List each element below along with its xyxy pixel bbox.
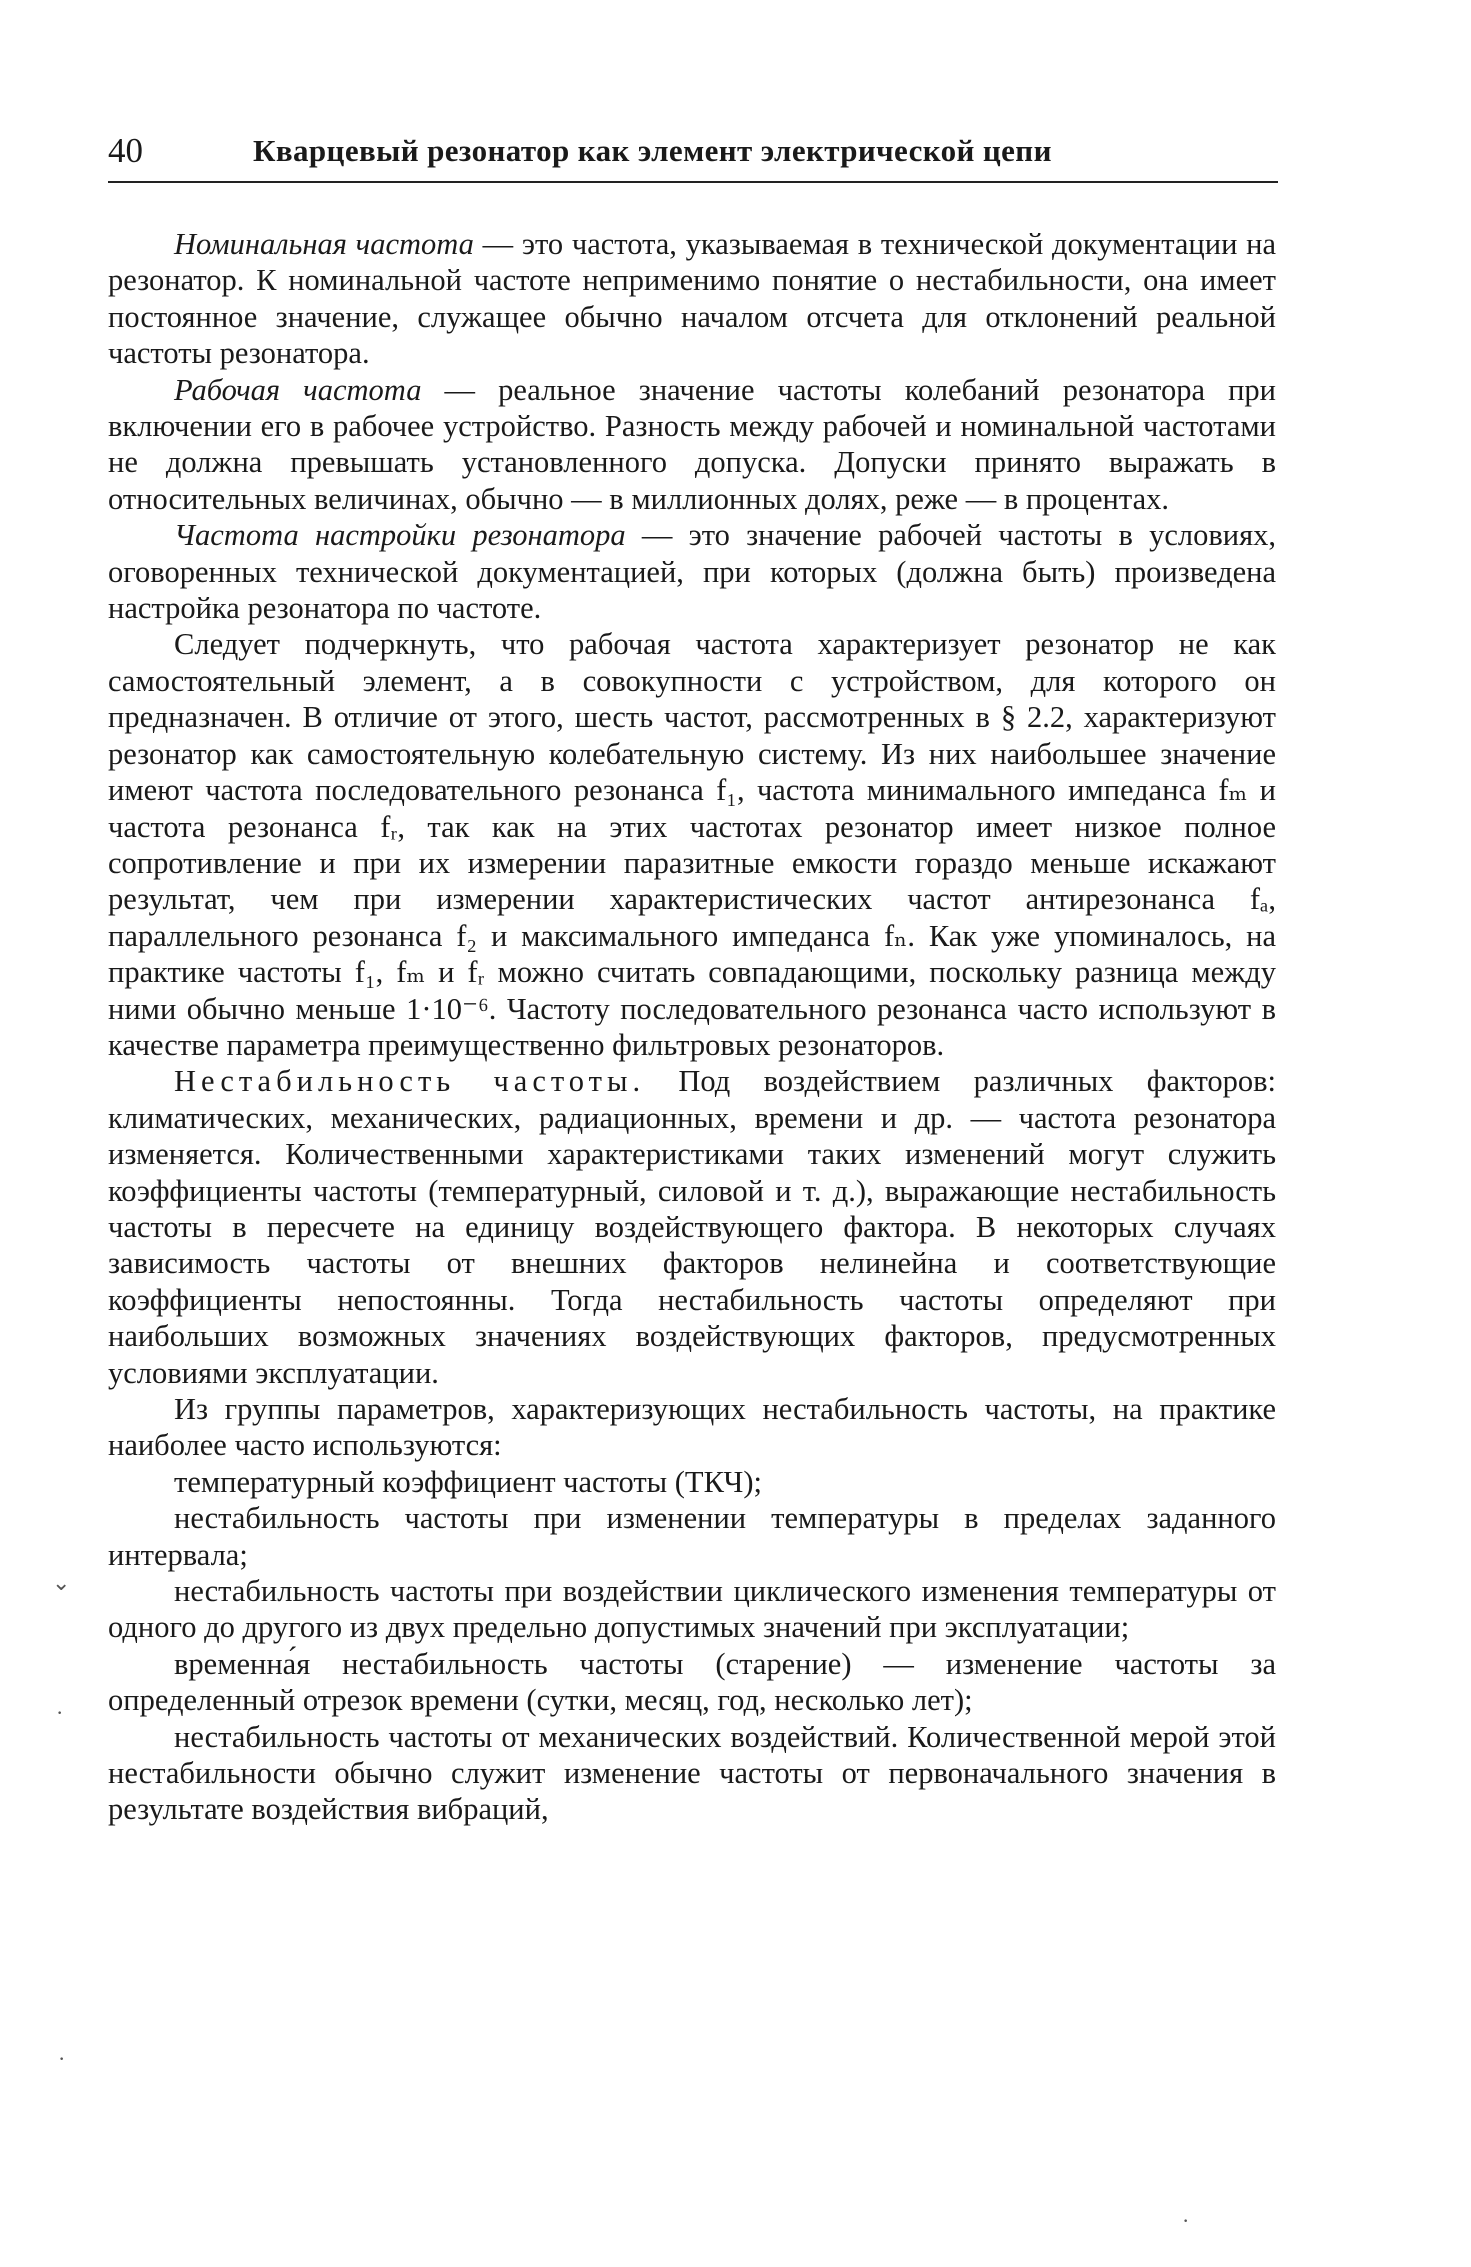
- scan-speck: ⌄: [52, 1570, 71, 1595]
- page-number: 40: [108, 131, 143, 170]
- list-item: температурный коэффициент частоты (ТКЧ);: [174, 1464, 762, 1499]
- running-title: Кварцевый резонатор как элемент электрической цепи: [253, 133, 1052, 168]
- scan-speck: ·: [56, 1700, 64, 1725]
- header-rule: [108, 181, 1278, 183]
- paragraph-text: — это частота, указываемая в технической документации на резонатор. К номинальной частоте неприменимо понятие о нестабильности, она имеет постоянное значение, служащее обычно началом отсчета для отклонений реальной частоты резонатора.: [108, 227, 1276, 371]
- body-text: [108, 226, 1276, 1828]
- list-item: нестабильность частоты от механических воздействий. Количественной мерой этой нестабильности обычно служит изменение частоты от первоначального значения в результате воздействия вибраций,: [108, 1719, 1276, 1827]
- paragraph-text: Под воздействием различных факторов: климатических, механических, радиационных, времени и др. — частота резонатора изменяется. Количественными характеристиками таких изменений могут служить коэффициенты частоты (температурный, силовой и т. д.), выражающие нестабильность частоты в пересчете на единицу воздействующего фактора. В некоторых случаях зависимость частоты от внешних факторов нелинейна и соответствующие коэффициенты непостоянны. Тогда нестабильность частоты определяют при наибольших возможных значениях воздействующих факторов, предусмотренных условиями эксплуатации.: [108, 1064, 1276, 1390]
- paragraph-nominal-frequency: [108, 226, 1276, 372]
- list-item: нестабильность частоты при изменении температуры в пределах заданного интервала;: [108, 1501, 1276, 1572]
- list-item: временна́я нестабильность частоты (старение) — изменение частоты за определенный отрезок времени (сутки, месяц, год, несколько лет);: [108, 1646, 1276, 1718]
- paragraph-text: — это значение рабочей частоты в условиях, оговоренных технической документацией, при которых (должна быть) произведена настройка резонатора по частоте.: [108, 518, 1276, 626]
- scan-speck: ·: [58, 2046, 66, 2071]
- term-frequency-instability: Нестабильность частоты.: [174, 1064, 646, 1099]
- paragraph-parameters-intro: Из группы параметров, характеризующих нестабильность частоты, на практике наиболее часто используются:: [108, 1392, 1276, 1463]
- term-tuning-frequency: Частота настройки резонатора: [174, 518, 626, 553]
- paragraph-text: — реальное значение частоты колебаний резонатора при включении его в рабочее устройство. Разность между рабочей и номинальной частотами не должна превышать установленного допуска. Допуски принято выражать в относительных величинах, обычно — в миллионных долях, реже — в процентах.: [108, 372, 1277, 516]
- list-item: нестабильность частоты при воздействии циклического изменения температуры от одного до другого из двух предельно допустимых значений при эксплуатации;: [108, 1574, 1276, 1645]
- term-nominal-frequency: Номинальная частота: [174, 227, 474, 261]
- scan-speck: ·: [1182, 2208, 1190, 2233]
- paragraph-instability: [108, 1063, 1276, 1391]
- term-working-frequency: Рабочая частота: [174, 372, 422, 407]
- paragraph-tuning-frequency: [108, 517, 1276, 626]
- paragraph-working-frequency: [108, 372, 1276, 518]
- page-header: [108, 126, 1278, 176]
- paragraph-emphasis: Следует подчеркнуть, что рабочая частота характеризует резонатор не как самостоятельный элемент, а в совокупности с устройством, для которого он предназначен. В отличие от этого, шесть частот, рассмотренных в § 2.2, характеризуют резонатор как самостоятельную колебательную систему. Из них наибольшее значение имеют частота последовательного резонанса f₁, частота минимального импеданса fₘ и частота резонанса fᵣ, так как на этих частотах резонатор имеет низкое полное сопротивление и при их измерении паразитные емкости гораздо меньше искажают результат, чем при измерении характеристических частот антирезонанса fₐ, параллельного резонанса f₂ и максимального импеданса fₙ. Как уже упоминалось, на практике частоты f₁, fₘ и fᵣ можно считать совпадающими, поскольку разница между ними обычно меньше 1·10⁻⁶. Частоту последовательного резонанса часто используют в качестве параметра преимущественно фильтровых резонаторов.: [108, 627, 1276, 1062]
